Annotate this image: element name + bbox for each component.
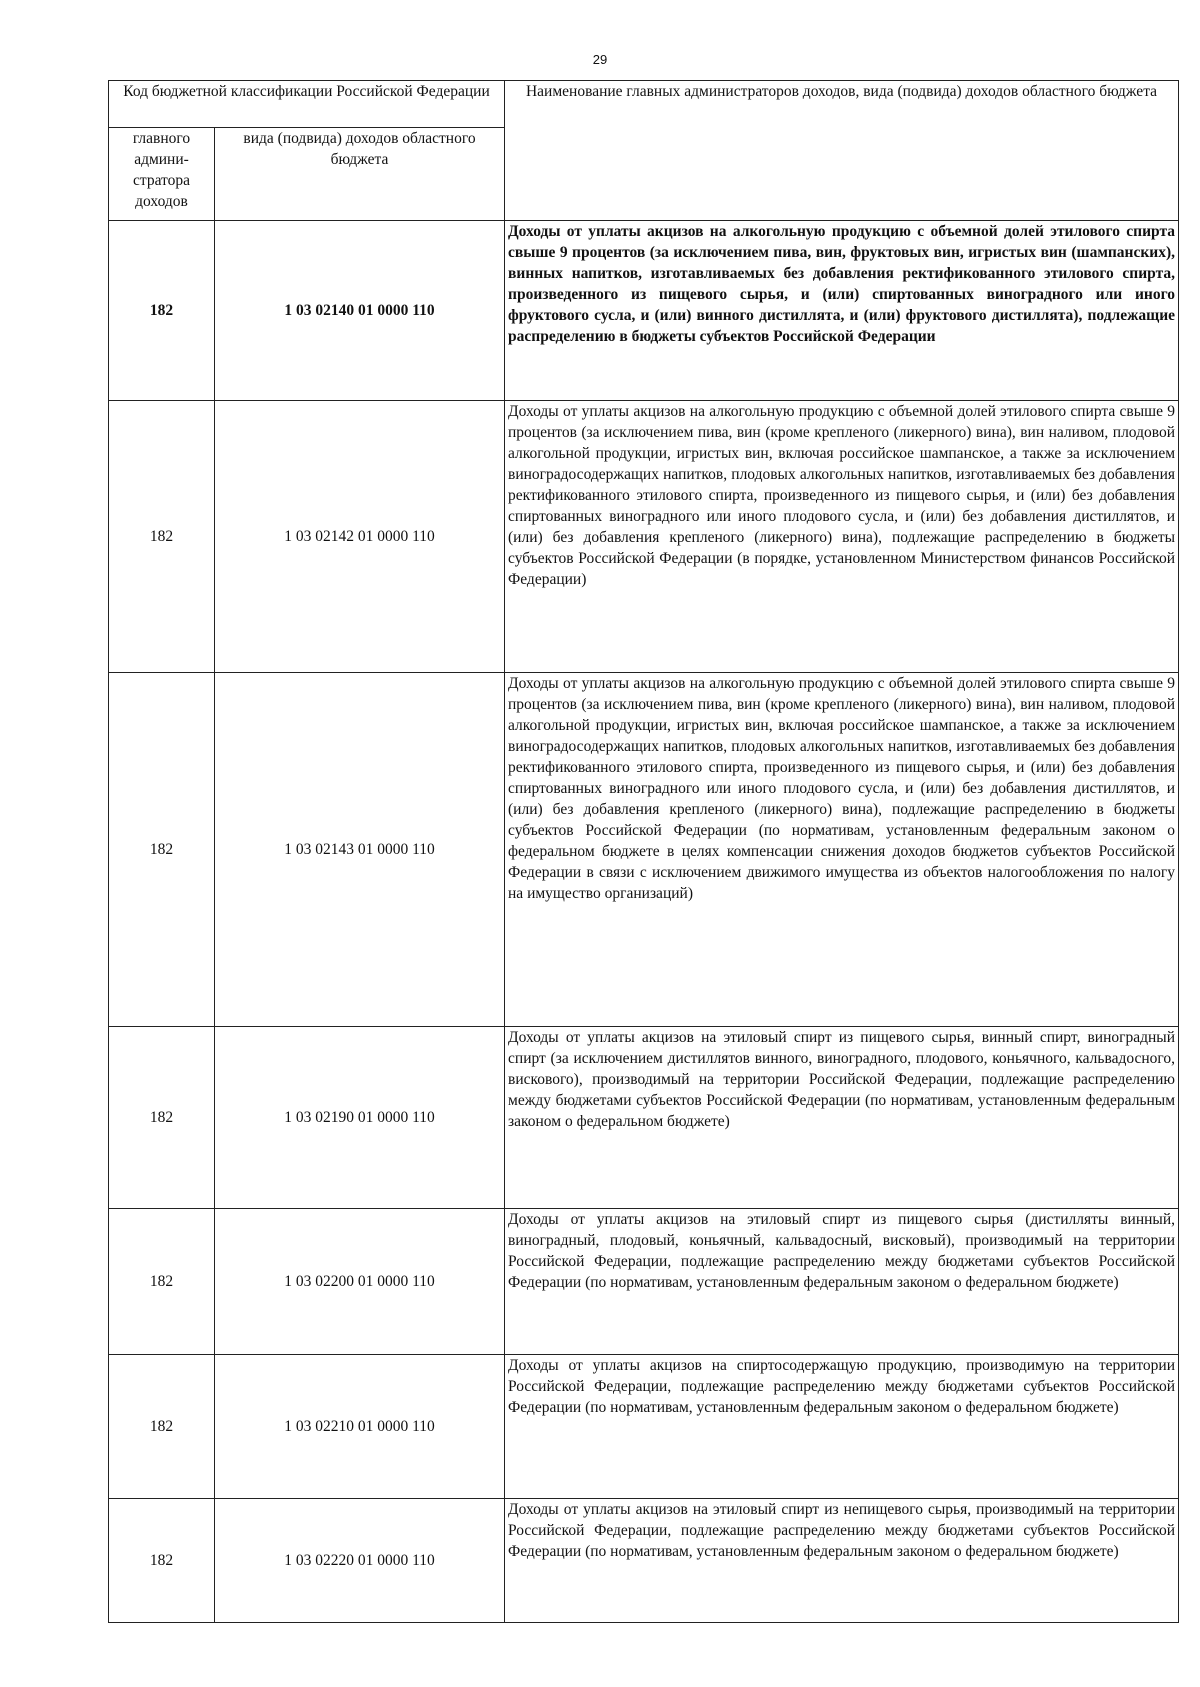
revenue-code-cell: 1 03 02140 01 0000 110 [215,221,505,401]
table-row [109,1027,1179,1209]
page-number: 29 [592,52,608,67]
table-header-row [109,81,1179,128]
table-row [109,673,1179,1027]
revenue-description-cell: Доходы от уплаты акцизов на алкогольную продукцию с объемной долей этилового спирта свыше 9 процентов (за исключением пива, вин, фруктовых вин, игристых вин (шампанских), винных напитков, изготавливаемых без добавления ректификованного этилового спирта, произведенного из пищевого сырья, и (или) спиртованных виноградного или иного фруктового сусла, и (или) винного дистиллята, и (или) фруктового дистиллята), подлежащие распределению в бюджеты субъектов Российской Федерации [505,221,1179,401]
revenue-code-cell: 1 03 02190 01 0000 110 [215,1027,505,1209]
header-name-column: Наименование главных администраторов доходов, вида (подвида) доходов областного бюджета [505,81,1179,221]
admin-code-cell: 182 [109,673,215,1027]
revenue-description-cell: Доходы от уплаты акцизов на алкогольную продукцию с объемной долей этилового спирта свыше 9 процентов (за исключением пива, вин (кроме крепленого (ликерного) вина), вин наливом, плодовой алкогольной продукции, игристых вин, включая российское шампанское, а также за исключением виноградосодержащих напитков, плодовых алкогольных напитков, изготавливаемых без добавления ректификованного этилового спирта, произведенного из пищевого сырья, и (или) без добавления спиртованных виноградного или иного плодового сусла, и (или) без добавления дистиллятов, и (или) без добавления крепленого (ликерного) вина), подлежащие распределению в бюджеты субъектов Российской Федерации (по нормативам, установленным федеральным законом о федеральном бюджете в целях компенсации снижения доходов бюджетов субъектов Российской Федерации в связи с исключением движимого имущества из объектов налогообложения по налогу на имущество организаций) [505,673,1179,1027]
admin-code-cell: 182 [109,221,215,401]
revenue-classification-table [108,80,1179,1623]
revenue-description-cell: Доходы от уплаты акцизов на алкогольную продукцию с объемной долей этилового спирта свыше 9 процентов (за исключением пива, вин (кроме крепленого (ликерного) вина), вин наливом, плодовой алкогольной продукции, игристых вин, включая российское шампанское, а также за исключением виноградосодержащих напитков, плодовых алкогольных напитков, изготавливаемых без добавления ректификованного этилового спирта, произведенного из пищевого сырья, и (или) без добавления спиртованных виноградного или иного плодового сусла, и (или) без добавления дистиллятов, и (или) без добавления крепленого (ликерного) вина), подлежащие распределению в бюджеты субъектов Российской Федерации (в порядке, установленном Министерством финансов Российской Федерации) [505,401,1179,673]
header-admin-column: главного админи-стратора доходов [109,128,215,221]
revenue-code-cell: 1 03 02142 01 0000 110 [215,401,505,673]
revenue-description-cell: Доходы от уплаты акцизов на этиловый спирт из непищевого сырья, производимый на территории Российской Федерации, подлежащие распределению между бюджетами субъектов Российской Федерации (по нормативам, установленным федеральным законом о федеральном бюджете) [505,1499,1179,1623]
table-row [109,1209,1179,1355]
revenue-description-cell: Доходы от уплаты акцизов на этиловый спирт из пищевого сырья, винный спирт, виноградный спирт (за исключением дистиллятов винного, виноградного, плодового, коньячного, кальвадосного, вискового), производимый на территории Российской Федерации, подлежащие распределению между бюджетами субъектов Российской Федерации (по нормативам, установленным федеральным законом о федеральном бюджете) [505,1027,1179,1209]
table-row [109,221,1179,401]
admin-code-cell: 182 [109,1027,215,1209]
revenue-code-cell: 1 03 02143 01 0000 110 [215,673,505,1027]
revenue-code-cell: 1 03 02200 01 0000 110 [215,1209,505,1355]
table-row [109,1499,1179,1623]
revenue-description-cell: Доходы от уплаты акцизов на спиртосодержащую продукцию, производимую на территории Российской Федерации, подлежащие распределению между бюджетами субъектов Российской Федерации (по нормативам, установленным федеральным законом о федеральном бюджете) [505,1355,1179,1499]
revenue-code-cell: 1 03 02220 01 0000 110 [215,1499,505,1623]
revenue-code-cell: 1 03 02210 01 0000 110 [215,1355,505,1499]
table-row [109,401,1179,673]
table-row [109,1355,1179,1499]
header-code-group: Код бюджетной классификации Российской Федерации [109,81,505,128]
revenue-description-cell: Доходы от уплаты акцизов на этиловый спирт из пищевого сырья (дистилляты винный, виноградный, плодовый, коньячный, кальвадосный, висковый), производимый на территории Российской Федерации, подлежащие распределению между бюджетами субъектов Российской Федерации (по нормативам, установленным федеральным законом о федеральном бюджете) [505,1209,1179,1355]
admin-code-cell: 182 [109,1209,215,1355]
admin-code-cell: 182 [109,1355,215,1499]
header-type-column: вида (подвида) доходов областного бюджета [215,128,505,221]
admin-code-cell: 182 [109,1499,215,1623]
admin-code-cell: 182 [109,401,215,673]
